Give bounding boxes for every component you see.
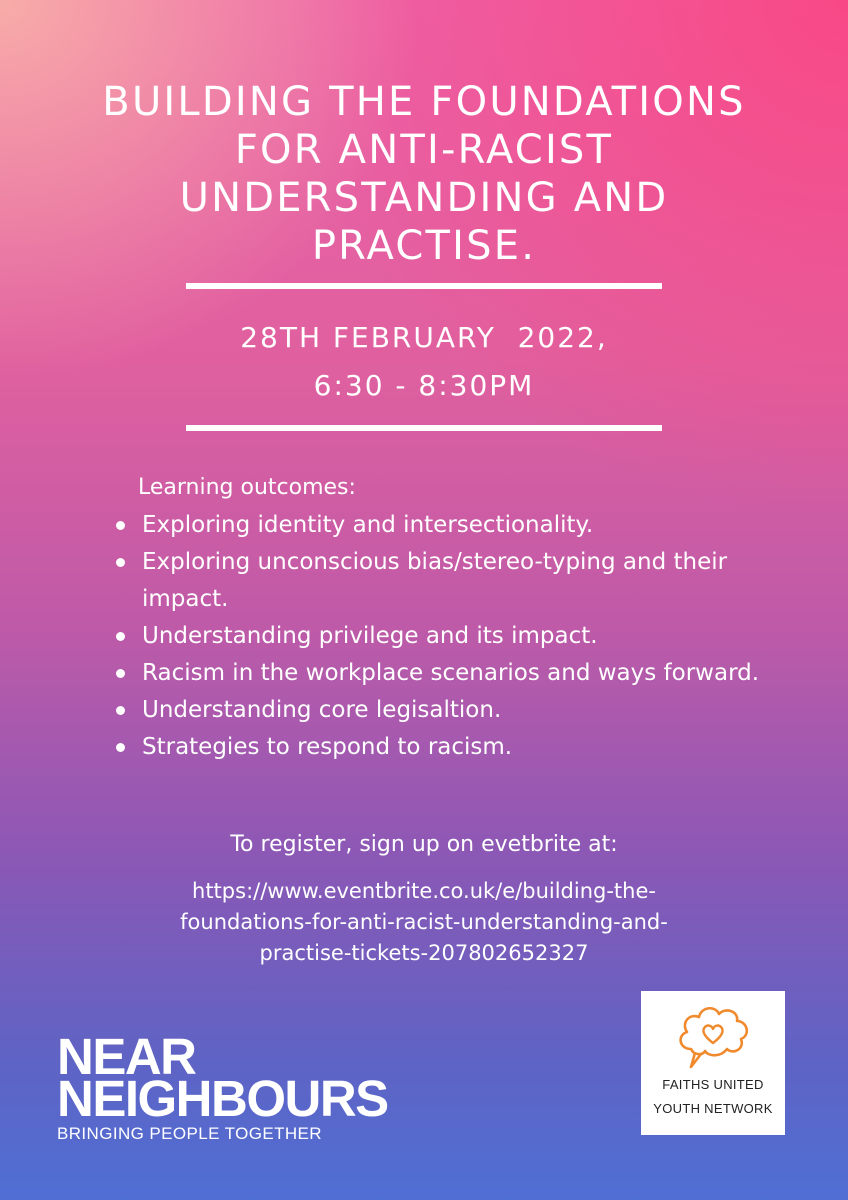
heart-cloud-icon <box>671 997 755 1071</box>
divider-top <box>186 283 662 289</box>
event-date: 28TH FEBRUARY 2022, <box>240 321 608 354</box>
event-datetime <box>100 314 748 410</box>
bullet-icon <box>116 558 125 567</box>
outcome-item <box>110 655 770 692</box>
outcome-item <box>110 544 770 618</box>
eventbrite-link[interactable] <box>100 876 748 969</box>
register-instructions: To register, sign up on evetbrite at: <box>230 832 618 857</box>
logo-line-neighbours: NEIGHBOURS <box>57 1070 388 1127</box>
url-line: https://www.eventbrite.co.uk/e/building-the- <box>192 879 656 903</box>
outcome-text: Understanding privilege and its impact. <box>142 623 598 649</box>
url-line: foundations-for-anti-racist-understanding-and- <box>180 910 668 934</box>
outcomes-heading: Learning outcomes: <box>138 475 356 500</box>
outcome-item <box>110 729 770 766</box>
outcome-text: Racism in the workplace scenarios and ways forward. <box>142 660 760 686</box>
faiths-united-line2: YOUTH NETWORK <box>653 1101 773 1116</box>
logo-line-near: NEAR <box>57 1028 196 1085</box>
bullet-icon <box>116 669 125 678</box>
outcome-item <box>110 507 770 544</box>
flyer-title: BUILDING THE FOUNDATIONS FOR ANTI-RACIST UNDERSTANDING AND PRACTISE. <box>102 79 746 269</box>
logo-tagline: BRINGING PEOPLE TOGETHER <box>57 1124 322 1143</box>
bullet-icon <box>116 743 125 752</box>
outcome-text: Understanding core legisaltion. <box>142 697 502 723</box>
outcome-item <box>110 618 770 655</box>
bullet-icon <box>116 706 125 715</box>
event-time: 6:30 - 8:30PM <box>313 369 535 402</box>
outcome-item <box>110 692 770 729</box>
bullet-icon <box>116 521 125 530</box>
outcomes-list <box>110 507 770 766</box>
bullet-icon <box>116 632 125 641</box>
near-neighbours-logo <box>57 1028 388 1144</box>
url-line: practise-tickets-207802652327 <box>259 941 589 965</box>
faiths-united-logo <box>641 991 785 1135</box>
faiths-united-line1: FAITHS UNITED <box>662 1077 764 1092</box>
outcome-text: Strategies to respond to racism. <box>142 734 513 760</box>
outcome-text: Exploring identity and intersectionality. <box>142 512 594 538</box>
divider-bottom <box>186 425 662 431</box>
outcome-text: Exploring unconscious bias/stereo-typing and their impact. <box>142 549 728 612</box>
